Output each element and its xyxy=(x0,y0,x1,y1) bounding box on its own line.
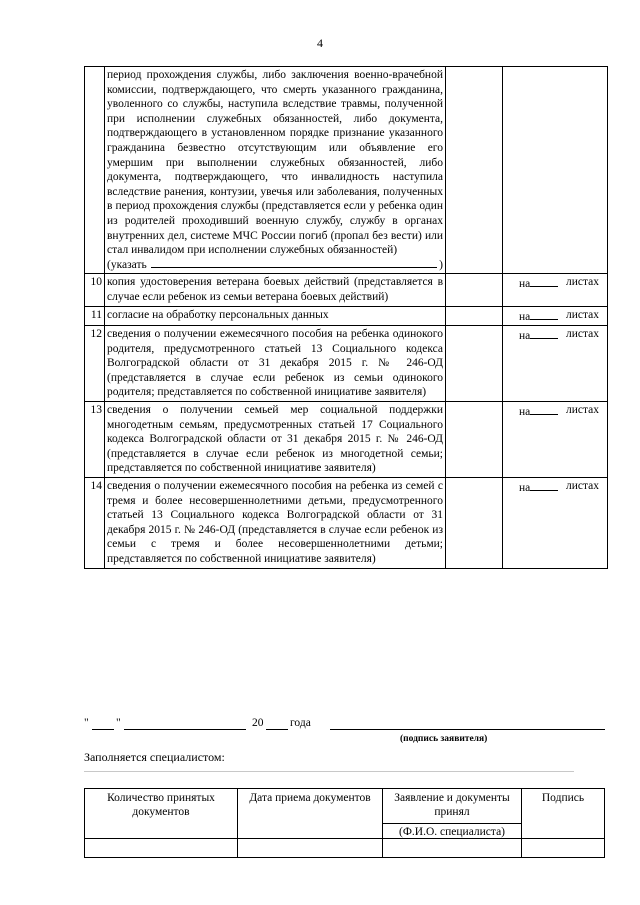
pages-count-field[interactable] xyxy=(530,403,558,415)
blank-cell xyxy=(446,478,503,569)
pages-prefix: на xyxy=(519,310,531,323)
specialist-table xyxy=(84,788,605,858)
quote-open: " xyxy=(84,717,89,729)
indicate-field[interactable] xyxy=(107,258,443,273)
pages-suffix: листах xyxy=(565,404,599,417)
table-row xyxy=(85,274,608,306)
row-number xyxy=(85,67,105,274)
fio-input-cell[interactable] xyxy=(383,839,522,858)
pages-suffix: листах xyxy=(565,308,599,321)
blank-cell xyxy=(446,274,503,306)
pages-cell xyxy=(503,67,608,274)
table-row xyxy=(85,402,608,478)
indicate-close: ) xyxy=(439,258,443,271)
document-description: сведения о получении ежемесячного пособия на ребенка одинокого родителя, предусмотренного статьей 13 Социального кодекса Волгоградской области от 31 декабря 2015 г. № 246-ОД (представляется в случае если ребенок из семьи одинокого родителя; представляется по собственной инициативе заявителя) xyxy=(105,326,446,402)
specialist-input-row xyxy=(85,839,605,858)
documents-table xyxy=(84,66,608,569)
specialist-header-row xyxy=(85,789,605,839)
blank-cell xyxy=(446,67,503,274)
document-description: сведения о получении семьей мер социальной поддержки многодетным семьям, предусмотренных статьей 17 Социального кодекса Волгоградской области от 31 декабря 2015 г. № 246-ОД (представляется в случае если ребенок из многодетной семьи; представляется по собственной инициативе заявителя) xyxy=(105,402,446,478)
indicate-underline xyxy=(151,258,437,269)
signature-row xyxy=(84,717,605,733)
pages-suffix: листах xyxy=(565,276,599,289)
pages-prefix: на xyxy=(519,482,531,495)
table-row xyxy=(85,306,608,326)
quote-close: " xyxy=(116,717,121,729)
pages-suffix: листах xyxy=(565,480,599,493)
table-row xyxy=(85,478,608,569)
document-description: согласие на обработку персональных данных xyxy=(105,306,446,326)
month-field[interactable] xyxy=(124,717,246,730)
pages-cell xyxy=(503,274,608,306)
year-suffix: года xyxy=(290,717,311,729)
row-number: 10 xyxy=(85,274,105,306)
divider xyxy=(84,771,574,772)
row-number: 14 xyxy=(85,478,105,569)
day-field[interactable] xyxy=(92,717,114,730)
accepted-label: Заявление и документы принял xyxy=(394,792,510,818)
document-description: копия удостоверения ветерана боевых действий (представляется в случае если ребенок из семьи ветерана боевых действий) xyxy=(105,274,446,306)
year-prefix: 20 xyxy=(252,717,264,729)
applicant-signature-field[interactable] xyxy=(330,717,605,730)
pages-prefix: на xyxy=(519,330,531,343)
pages-cell xyxy=(503,478,608,569)
table-row-continued xyxy=(85,67,608,274)
pages-count-field[interactable] xyxy=(530,479,558,491)
pages-count-field[interactable] xyxy=(530,308,558,320)
indicate-label: (указать xyxy=(107,258,147,271)
signature-caption: (подпись заявителя) xyxy=(400,734,488,744)
row-number: 11 xyxy=(85,306,105,326)
table-row xyxy=(85,326,608,402)
row-number: 13 xyxy=(85,402,105,478)
page-number: 4 xyxy=(317,36,323,50)
col-sign-header: Подпись xyxy=(522,789,605,839)
blank-cell xyxy=(446,402,503,478)
count-input-cell[interactable] xyxy=(85,839,238,858)
row-number: 12 xyxy=(85,326,105,402)
document-description: сведения о получении ежемесячного пособия на ребенка из семей с тремя и более несовершеннолетними детьми, предусмотренного статьей 13 Социального кодекса Волгоградской области от 31 декабря 2015 г. № 246-ОД (представляется в случае если ребенок из семьи с тремя и более несовершеннолетними детьми; представляется по собственной инициативе заявителя) xyxy=(105,478,446,569)
pages-prefix: на xyxy=(519,406,531,419)
sign-input-cell[interactable] xyxy=(522,839,605,858)
pages-cell xyxy=(503,306,608,326)
date-input-cell[interactable] xyxy=(238,839,383,858)
col-date-header: Дата приема документов xyxy=(238,789,383,839)
blank-cell xyxy=(446,306,503,326)
continued-text: период прохождения службы, либо заключения военно-врачебной комиссии, подтверждающего, что смерть указанного гражданина, уволенного со службы, наступила вследствие травмы, полученной при исполнении служебных обязанностей, либо документа, подтверждающего в установленном порядке признание указанного гражданина безвестно отсутствующим или объявление его умершим при выполнении служебных обязанностей, либо документа, подтверждающего, что инвалидность наступила вследствие ранения, контузии, увечья или заболевания, полученных в период прохождения службы (представляется если у ребенка один из родителей проходивший военную службу, службу в органах внутренних дел, системе МЧС России погиб (пропал без вести) или стал инвалидом при исполнении служебных обязанностей) xyxy=(107,69,443,257)
pages-count-field[interactable] xyxy=(530,275,558,287)
specialist-heading: Заполняется специалистом: xyxy=(84,750,225,764)
year-field[interactable] xyxy=(266,717,288,730)
col-accepted-header xyxy=(383,789,522,839)
blank-cell xyxy=(446,326,503,402)
pages-count-field[interactable] xyxy=(530,327,558,339)
pages-cell xyxy=(503,402,608,478)
document-description xyxy=(105,67,446,274)
pages-cell xyxy=(503,326,608,402)
fio-label: (Ф.И.О. специалиста) xyxy=(383,823,521,840)
pages-prefix: на xyxy=(519,278,531,291)
col-count-header: Количество принятых документов xyxy=(85,789,238,839)
pages-suffix: листах xyxy=(565,328,599,341)
